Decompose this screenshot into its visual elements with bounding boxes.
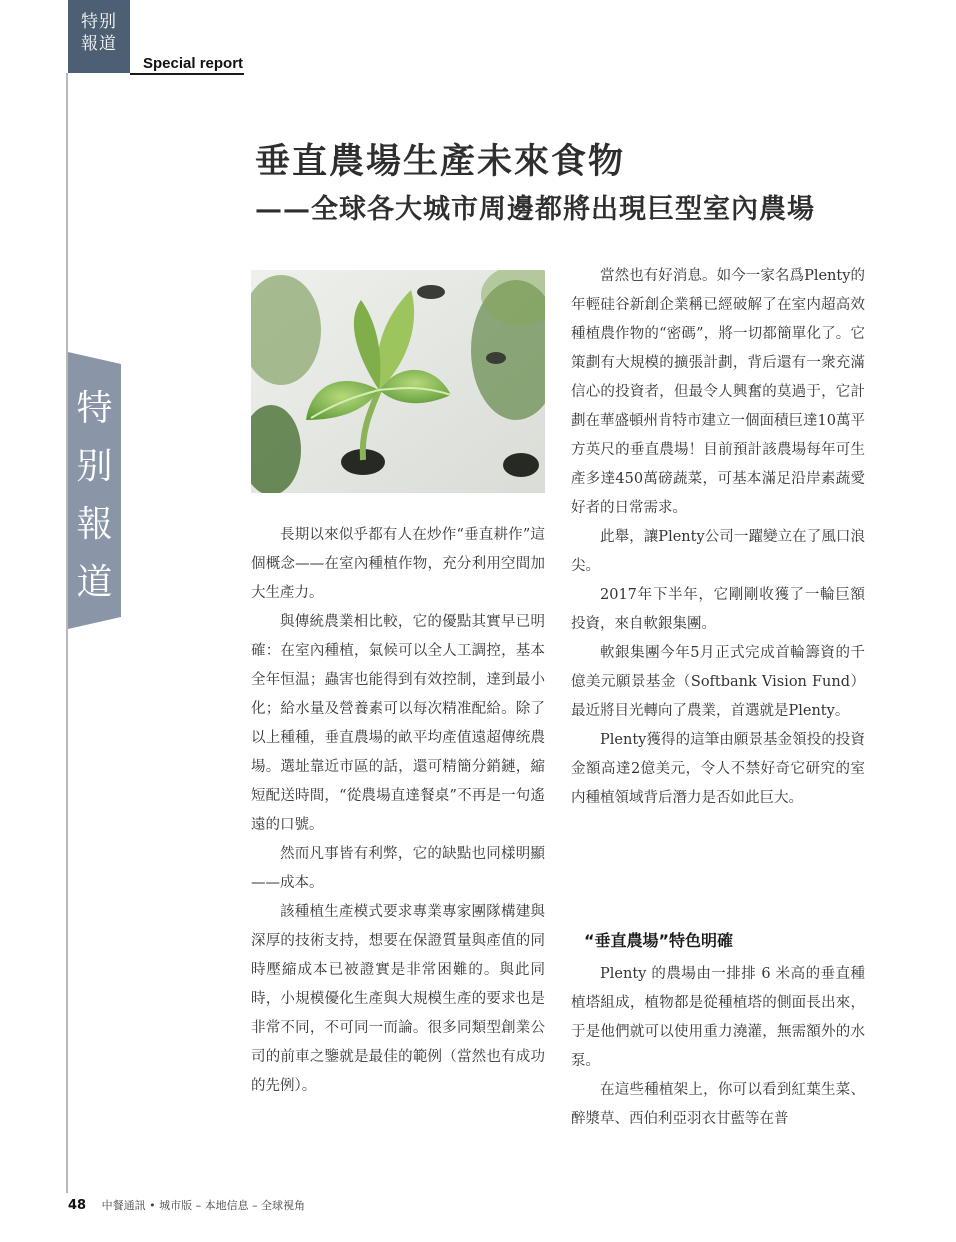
side-tab [68, 352, 121, 629]
paragraph: 此舉，讓Plenty公司一躍變立在了風口浪尖。 [571, 529, 865, 574]
article-title: 垂直農場生產未來食物 [255, 141, 626, 182]
special-report-label: Special report [143, 55, 244, 72]
section-tag-line2: 報道 [81, 34, 117, 54]
margin-line [66, 73, 68, 1193]
side-tab-char: 别 [76, 446, 113, 487]
article-subtitle: ——全球各大城市周邊都將出現巨型室內農場 [255, 194, 815, 225]
lettuce-seedling-photo [251, 270, 545, 493]
paragraph: Plenty 的農場由一排排 6 米高的垂直種植塔組成，植物都是從種植塔的側面長出來，于是他們就可以使用重力澆灌，無需額外的水泵。 [571, 966, 865, 1069]
paragraph: 該種植生產模式要求專業專家團隊構建與深厚的技術支持，想要在保證質量與產值的同時壓縮成本已被證實是非常困難的。與此同時，小規模優化生產與大規模生產的要求也是非常不同，不可同一而論。很多同類型創業公司的前車之鑒就是最佳的範例（當然也有成功的先例）。 [251, 904, 545, 1094]
paragraph: Plenty獲得的這筆由願景基金領投的投資金額高達2億美元，令人不禁好奇它研究的室内種植領域背后潛力是否如此巨大。 [571, 732, 865, 806]
section-tag-line1: 特别 [81, 12, 117, 32]
paragraph: 2017年下半年，它剛剛收獲了一輪巨額投資，來自軟銀集團。 [571, 587, 865, 632]
left-column [251, 521, 545, 1101]
paragraph: 與傳統農業相比較，它的優點其實早已明確：在室內種植，氣候可以全人工調控，基本全年恒温；蟲害也能得到有效控制，達到最小化；給水量及營養素可以每次精准配給。除了以上種種，垂直農場的畝平均產值遠超傳统農場。選址靠近市區的話，還可精簡分銷鏈，縮短配送時間，“從農場直達餐桌”不再是一句遙遠的口號。 [251, 614, 545, 833]
section-body [571, 960, 865, 1134]
footer-text: 中餐通訊 • 城市版 – 本地信息 – 全球視角 [101, 1199, 306, 1212]
paragraph: 軟銀集團今年5月正式完成首輪籌資的千億美元願景基金（Softbank Vision Fund）最近將目光轉向了農業，首選就是Plenty。 [571, 645, 865, 719]
side-tab-char: 特 [76, 388, 113, 429]
section-heading: “垂直農場”特色明確 [584, 931, 734, 950]
paragraph: 當然也有好消息。如今一家名爲Plenty的年輕硅谷新創企業稱已經破解了在室内超高效種植農作物的“密碼”，將一切都簡單化了。它策劃有大規模的擴張計劃，背后還有一衆充滿信心的投資者，但最令人興奮的莫過于，它計劃在華盛頓州肯特市建立一個面積巨達10萬平方英尺的垂直農場！目前預計該農場每年可生產多達450萬磅蔬菜，可基本滿足沿岸素蔬愛好者的日常需求。 [571, 268, 865, 516]
side-tab-char: 報 [76, 504, 113, 545]
paragraph: 長期以來似乎都有人在炒作“垂直耕作”這個概念——在室內種植作物，充分利用空間加大生產力。 [251, 527, 545, 601]
paragraph: 然而凡事皆有利弊，它的缺點也同樣明顯——成本。 [251, 846, 545, 891]
section-tag [68, 0, 130, 73]
side-tab-text [68, 380, 121, 612]
right-column [571, 262, 865, 813]
header-rule [130, 73, 244, 75]
page-footer [68, 1197, 305, 1213]
page-number: 48 [68, 1198, 87, 1213]
side-tab-char: 道 [76, 562, 113, 603]
paragraph: 在這些種植架上，你可以看到紅葉生菜、醉漿草、西伯利亞羽衣甘藍等在普 [571, 1082, 865, 1127]
